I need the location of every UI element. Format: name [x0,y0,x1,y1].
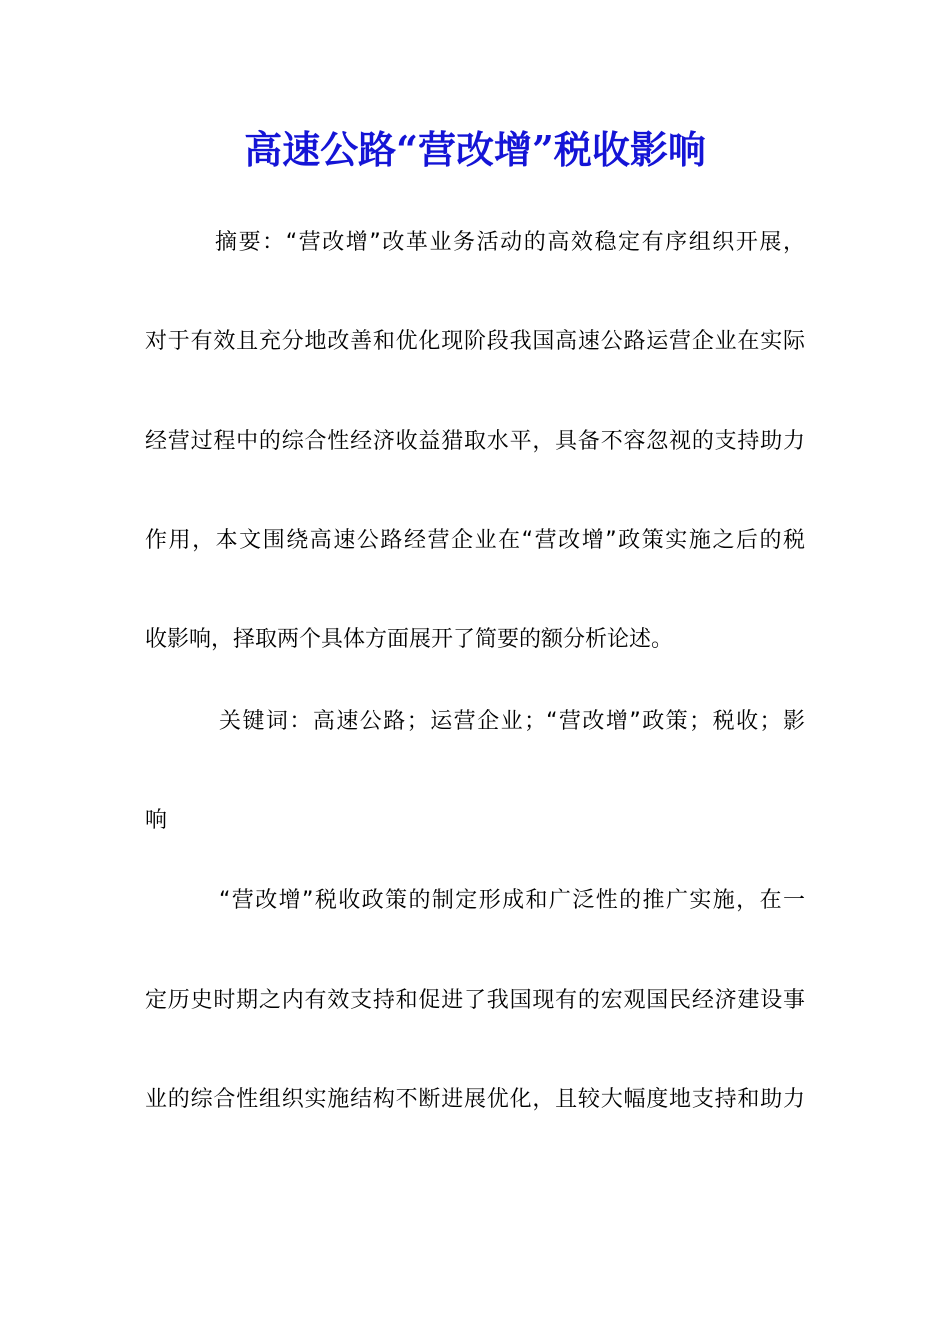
body-line-3: 业的综合性组织实施结构不断进展优化，且较大幅度地支持和助力 [145,1087,805,1112]
abstract-line-1: 摘要：“营改增”改革业务活动的高效稳定有序组织开展， [215,230,805,255]
document-title: 高速公路“营改增”税收影响 [244,127,706,172]
keywords-line-2: 响 [145,808,168,833]
abstract-line-2: 对于有效且充分地改善和优化现阶段我国高速公路运营企业在实际 [145,329,805,354]
abstract-line-4: 作用，本文围绕高速公路经营企业在“营改增”政策实施之后的税 [145,528,805,553]
body-line-1: “营改增”税收政策的制定形成和广泛性的推广实施，在一 [219,888,805,913]
keywords-line-1: 关键词：高速公路；运营企业；“营改增”政策；税收；影 [219,709,805,734]
abstract-line-3: 经营过程中的综合性经济收益猎取水平，具备不容忽视的支持助力 [145,429,805,454]
abstract-line-5: 收影响，择取两个具体方面展开了简要的额分析论述。 [145,627,674,652]
body-line-2: 定历史时期之内有效支持和促进了我国现有的宏观国民经济建设事 [145,988,805,1013]
